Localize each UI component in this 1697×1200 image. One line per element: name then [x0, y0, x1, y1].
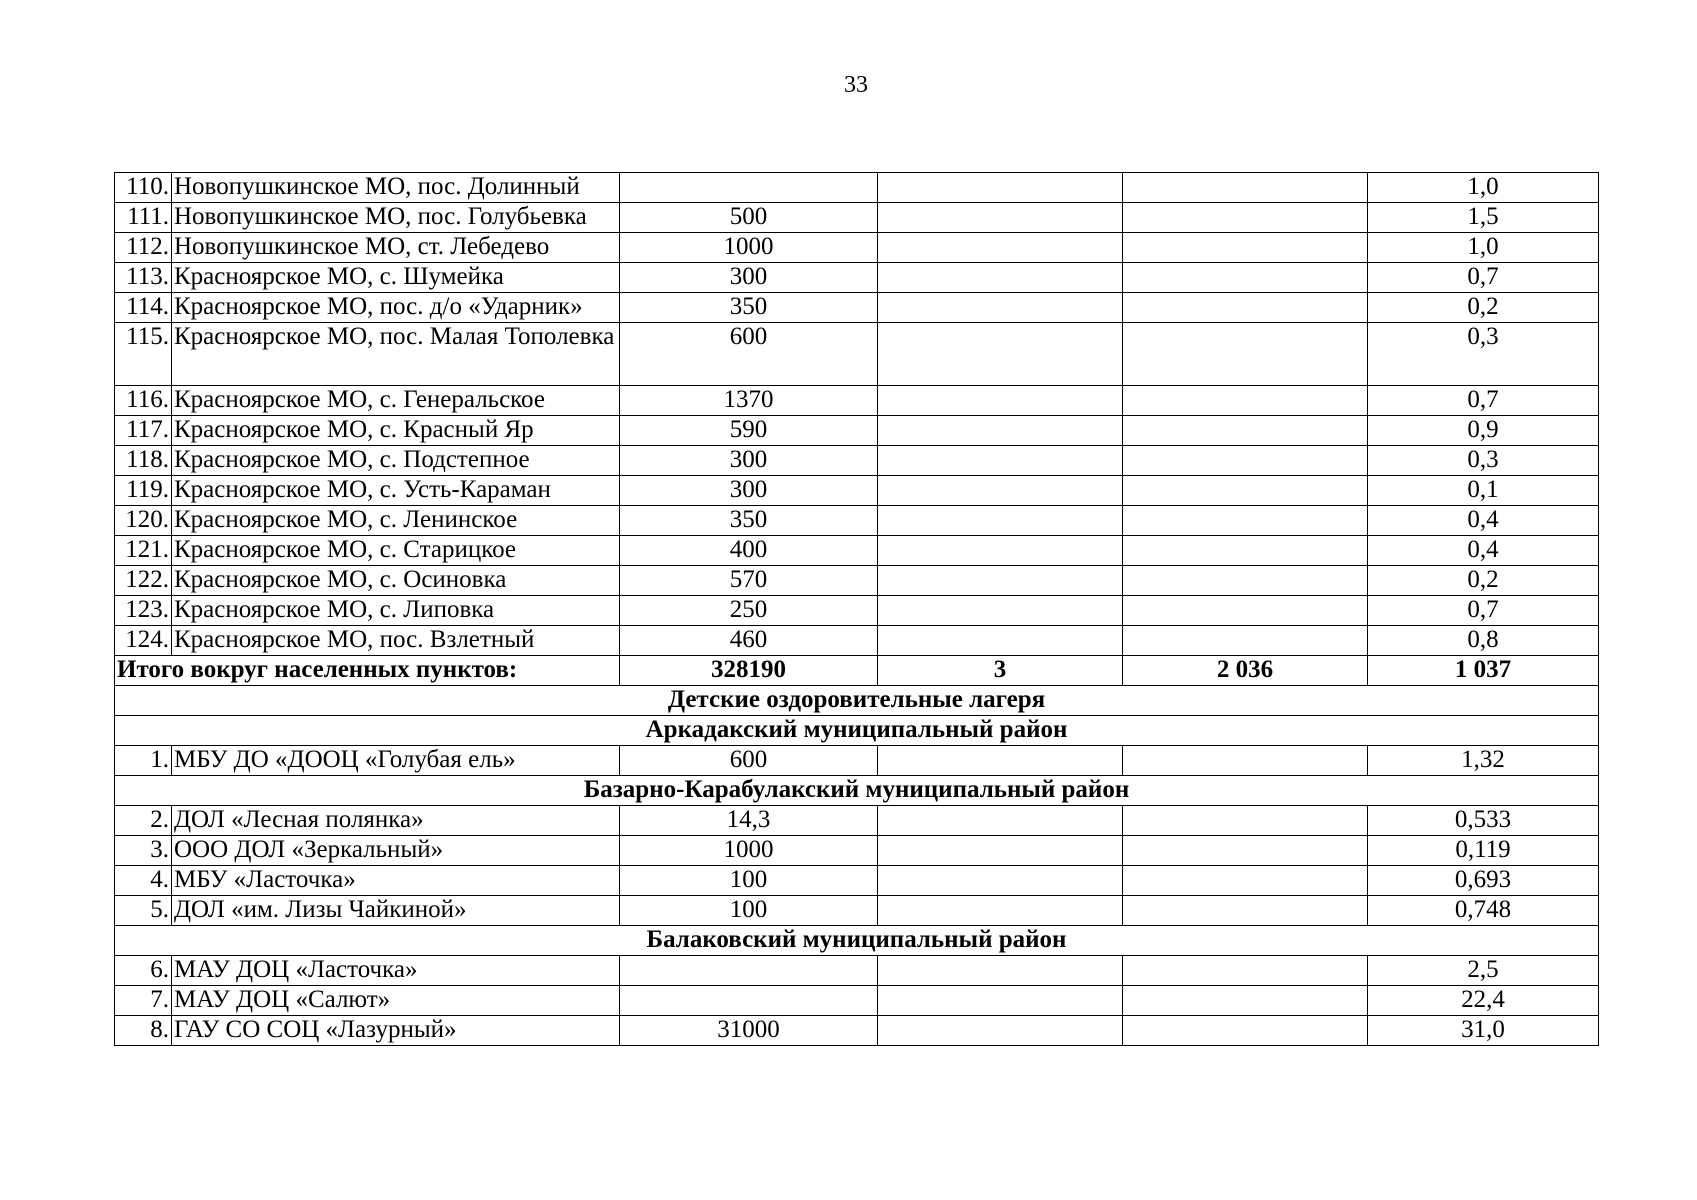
section-title: Балаковский муниципальный район: [115, 926, 1599, 956]
cell-col-3: [1123, 263, 1368, 293]
cell-col-4: 0,4: [1368, 536, 1599, 566]
row-number: 4.: [115, 866, 172, 896]
row-name: Красноярское МО, с. Подстепное: [172, 446, 620, 476]
cell-col-4: 0,2: [1368, 566, 1599, 596]
section-title: Аркадакский муниципальный район: [115, 716, 1599, 746]
cell-col-2: [878, 986, 1123, 1016]
row-number: 121.: [115, 536, 172, 566]
cell-col-4: 1,5: [1368, 203, 1599, 233]
row-name: Красноярское МО, с. Усть-Караман: [172, 476, 620, 506]
cell-col-1: 100: [620, 896, 878, 926]
cell-col-3: [1123, 233, 1368, 263]
row-number: 2.: [115, 806, 172, 836]
row-number: 124.: [115, 626, 172, 656]
cell-col-4: 0,2: [1368, 293, 1599, 323]
section-header-row: [115, 716, 1599, 746]
row-name: Красноярское МО, пос. Взлетный: [172, 626, 620, 656]
cell-col-1: 1000: [620, 233, 878, 263]
cell-col-4: 2,5: [1368, 956, 1599, 986]
table-row: [115, 956, 1599, 986]
cell-col-1: 300: [620, 263, 878, 293]
row-name: Красноярское МО, с. Шумейка: [172, 263, 620, 293]
cell-col-3: [1123, 626, 1368, 656]
cell-col-1: 500: [620, 203, 878, 233]
total-col-4: 1 037: [1368, 656, 1599, 686]
cell-col-2: [878, 323, 1123, 386]
total-label: Итого вокруг населенных пунктов:: [115, 656, 620, 686]
row-number: 3.: [115, 836, 172, 866]
cell-col-2: [878, 806, 1123, 836]
cell-col-2: [878, 746, 1123, 776]
cell-col-3: [1123, 536, 1368, 566]
row-number: 6.: [115, 956, 172, 986]
row-number: 111.: [115, 203, 172, 233]
cell-col-3: [1123, 596, 1368, 626]
row-number: 5.: [115, 896, 172, 926]
cell-col-2: [878, 596, 1123, 626]
total-col-1: 328190: [620, 656, 878, 686]
data-table: [114, 172, 1599, 1046]
cell-col-4: 0,7: [1368, 263, 1599, 293]
cell-col-1: 250: [620, 596, 878, 626]
row-number: 113.: [115, 263, 172, 293]
cell-col-4: 0,693: [1368, 866, 1599, 896]
cell-col-3: [1123, 806, 1368, 836]
cell-col-4: 0,7: [1368, 596, 1599, 626]
cell-col-1: 300: [620, 446, 878, 476]
cell-col-3: [1123, 416, 1368, 446]
row-number: 117.: [115, 416, 172, 446]
table-row: [115, 566, 1599, 596]
table-row: [115, 746, 1599, 776]
cell-col-3: [1123, 566, 1368, 596]
row-name: Красноярское МО, пос. Малая Тополевка: [172, 323, 620, 386]
table-row: [115, 323, 1599, 386]
row-number: 120.: [115, 506, 172, 536]
cell-col-3: [1123, 896, 1368, 926]
cell-col-4: 1,32: [1368, 746, 1599, 776]
cell-col-4: 0,7: [1368, 386, 1599, 416]
row-number: 118.: [115, 446, 172, 476]
row-name: МБУ ДО «ДООЦ «Голубая ель»: [172, 746, 620, 776]
table-row: [115, 173, 1599, 203]
row-number: 112.: [115, 233, 172, 263]
table-row: [115, 866, 1599, 896]
row-name: МБУ «Ласточка»: [172, 866, 620, 896]
cell-col-3: [1123, 446, 1368, 476]
table-row: [115, 986, 1599, 1016]
cell-col-3: [1123, 476, 1368, 506]
cell-col-4: 1,0: [1368, 233, 1599, 263]
row-name: Новопушкинское МО, пос. Долинный: [172, 173, 620, 203]
table-row: [115, 506, 1599, 536]
table-row: [115, 203, 1599, 233]
cell-col-2: [878, 836, 1123, 866]
table-row: [115, 806, 1599, 836]
row-name: Красноярское МО, с. Ленинское: [172, 506, 620, 536]
cell-col-3: [1123, 173, 1368, 203]
cell-col-3: [1123, 1016, 1368, 1046]
cell-col-2: [878, 476, 1123, 506]
cell-col-4: 1,0: [1368, 173, 1599, 203]
cell-col-3: [1123, 506, 1368, 536]
cell-col-4: 0,9: [1368, 416, 1599, 446]
table-row: [115, 446, 1599, 476]
row-name: МАУ ДОЦ «Салют»: [172, 986, 620, 1016]
cell-col-2: [878, 626, 1123, 656]
row-number: 114.: [115, 293, 172, 323]
section-header-row: [115, 686, 1599, 716]
cell-col-4: 0,1: [1368, 476, 1599, 506]
cell-col-2: [878, 866, 1123, 896]
row-number: 122.: [115, 566, 172, 596]
cell-col-1: 1000: [620, 836, 878, 866]
table-row: [115, 596, 1599, 626]
table-row: [115, 233, 1599, 263]
row-number: 115.: [115, 323, 172, 386]
cell-col-4: 0,3: [1368, 446, 1599, 476]
cell-col-2: [878, 293, 1123, 323]
cell-col-2: [878, 203, 1123, 233]
cell-col-4: 0,8: [1368, 626, 1599, 656]
cell-col-4: 0,3: [1368, 323, 1599, 386]
cell-col-1: 350: [620, 506, 878, 536]
cell-col-2: [878, 1016, 1123, 1046]
cell-col-4: 0,533: [1368, 806, 1599, 836]
row-name: ДОЛ «Лесная полянка»: [172, 806, 620, 836]
cell-col-1: 14,3: [620, 806, 878, 836]
row-name: МАУ ДОЦ «Ласточка»: [172, 956, 620, 986]
cell-col-3: [1123, 836, 1368, 866]
cell-col-1: 600: [620, 746, 878, 776]
table-row: [115, 416, 1599, 446]
row-number: 116.: [115, 386, 172, 416]
cell-col-1: 590: [620, 416, 878, 446]
cell-col-2: [878, 446, 1123, 476]
cell-col-3: [1123, 293, 1368, 323]
cell-col-2: [878, 536, 1123, 566]
row-name: Красноярское МО, с. Осиновка: [172, 566, 620, 596]
row-number: 7.: [115, 986, 172, 1016]
section-header-row: [115, 926, 1599, 956]
cell-col-1: [620, 173, 878, 203]
cell-col-1: [620, 986, 878, 1016]
cell-col-2: [878, 506, 1123, 536]
row-number: 110.: [115, 173, 172, 203]
row-name: ДОЛ «им. Лизы Чайкиной»: [172, 896, 620, 926]
cell-col-3: [1123, 203, 1368, 233]
row-number: 1.: [115, 746, 172, 776]
cell-col-3: [1123, 323, 1368, 386]
table-row: [115, 476, 1599, 506]
row-number: 123.: [115, 596, 172, 626]
table-row: [115, 896, 1599, 926]
page-number: 33: [844, 72, 868, 98]
row-number: 119.: [115, 476, 172, 506]
table-row: [115, 626, 1599, 656]
section-header-row: [115, 776, 1599, 806]
row-name: Новопушкинское МО, пос. Голубьевка: [172, 203, 620, 233]
cell-col-1: 460: [620, 626, 878, 656]
cell-col-4: 0,119: [1368, 836, 1599, 866]
row-name: ГАУ СО СОЦ «Лазурный»: [172, 1016, 620, 1046]
table-row: [115, 1016, 1599, 1046]
cell-col-2: [878, 386, 1123, 416]
row-name: Красноярское МО, с. Красный Яр: [172, 416, 620, 446]
row-name: ООО ДОЛ «Зеркальный»: [172, 836, 620, 866]
cell-col-2: [878, 896, 1123, 926]
table-row: [115, 293, 1599, 323]
total-col-3: 2 036: [1123, 656, 1368, 686]
table-row: [115, 386, 1599, 416]
cell-col-1: 100: [620, 866, 878, 896]
table-row: [115, 263, 1599, 293]
cell-col-2: [878, 173, 1123, 203]
cell-col-3: [1123, 386, 1368, 416]
cell-col-3: [1123, 956, 1368, 986]
row-name: Красноярское МО, с. Липовка: [172, 596, 620, 626]
total-row: [115, 656, 1599, 686]
cell-col-4: 22,4: [1368, 986, 1599, 1016]
section-title: Детские оздоровительные лагеря: [115, 686, 1599, 716]
cell-col-1: 570: [620, 566, 878, 596]
row-name: Новопушкинское МО, ст. Лебедево: [172, 233, 620, 263]
cell-col-1: 1370: [620, 386, 878, 416]
cell-col-2: [878, 566, 1123, 596]
cell-col-3: [1123, 746, 1368, 776]
cell-col-3: [1123, 986, 1368, 1016]
cell-col-4: 0,748: [1368, 896, 1599, 926]
cell-col-4: 31,0: [1368, 1016, 1599, 1046]
cell-col-1: [620, 956, 878, 986]
total-col-2: 3: [878, 656, 1123, 686]
table-row: [115, 836, 1599, 866]
cell-col-2: [878, 263, 1123, 293]
row-name: Красноярское МО, с. Генеральское: [172, 386, 620, 416]
cell-col-3: [1123, 866, 1368, 896]
row-number: 8.: [115, 1016, 172, 1046]
cell-col-1: 31000: [620, 1016, 878, 1046]
cell-col-1: 350: [620, 293, 878, 323]
cell-col-2: [878, 956, 1123, 986]
cell-col-1: 300: [620, 476, 878, 506]
cell-col-2: [878, 233, 1123, 263]
section-title: Базарно-Карабулакский муниципальный район: [115, 776, 1599, 806]
table-row: [115, 536, 1599, 566]
cell-col-1: 600: [620, 323, 878, 386]
table-body: [115, 173, 1599, 1046]
cell-col-1: 400: [620, 536, 878, 566]
cell-col-4: 0,4: [1368, 506, 1599, 536]
row-name: Красноярское МО, с. Старицкое: [172, 536, 620, 566]
cell-col-2: [878, 416, 1123, 446]
row-name: Красноярское МО, пос. д/о «Ударник»: [172, 293, 620, 323]
